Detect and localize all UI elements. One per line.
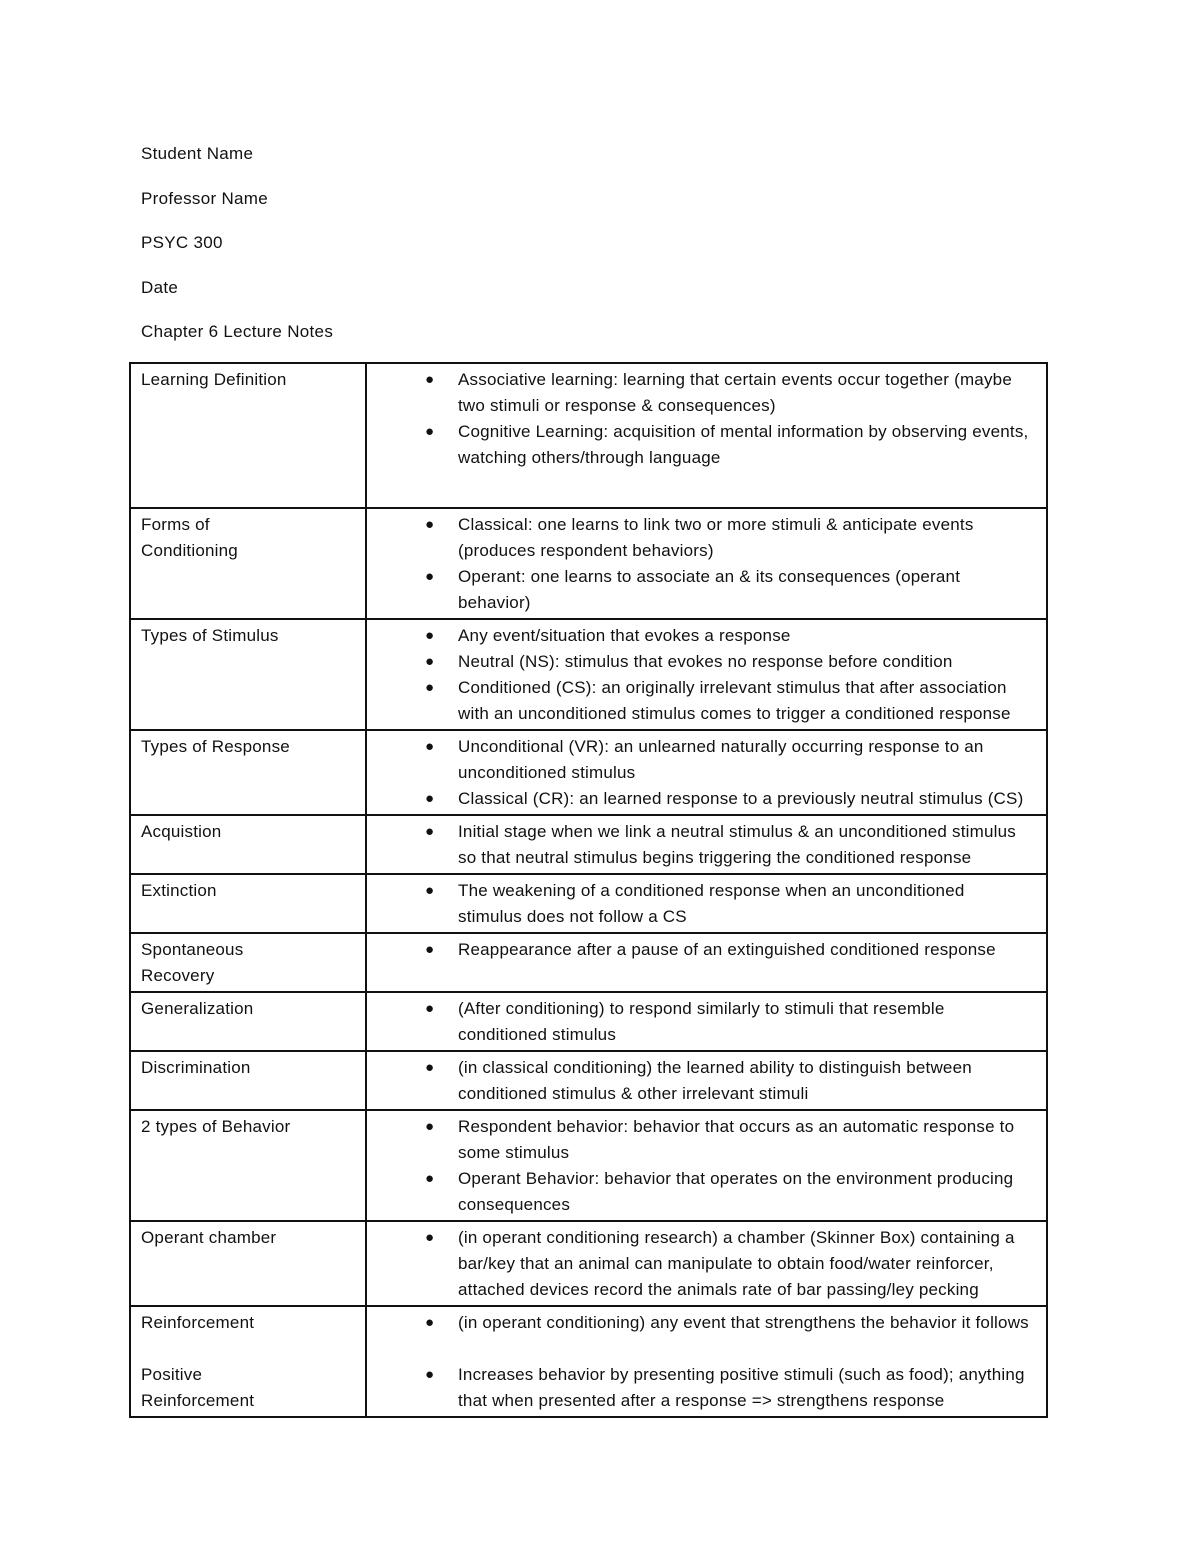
bullet-list [377, 734, 1038, 812]
table-row [130, 874, 1047, 933]
list-item: ● Respondent behavior: behavior that occurs as an automatic response to some stimulus [377, 1114, 1038, 1166]
student-name: Student Name [141, 144, 254, 163]
term-cell [130, 619, 366, 730]
bullet-list [377, 1310, 1038, 1336]
bullet-icon: ● [425, 1118, 435, 1135]
lecture-notes-table [129, 362, 1048, 1418]
bullet-list [377, 1362, 1038, 1414]
definition-cell [366, 874, 1047, 933]
bullet-icon: ● [425, 568, 435, 585]
list-item: ● Neutral (NS): stimulus that evokes no response before condition [377, 649, 1038, 675]
list-item: ● Cognitive Learning: acquisition of mental information by observing events, watching others/through language [377, 419, 1038, 471]
term-cell [130, 363, 366, 508]
list-item: ● Any event/situation that evokes a response [377, 623, 1038, 649]
bullet-list [377, 937, 1038, 963]
table-row [130, 1306, 1047, 1417]
bullet-icon: ● [425, 1059, 435, 1076]
list-item: ● Operant: one learns to associate an & its consequences (operant behavior) [377, 564, 1038, 616]
table-row [130, 933, 1047, 992]
bullet-list [377, 996, 1038, 1048]
term-label: Acquistion [141, 822, 222, 841]
list-item: ● Increases behavior by presenting positive stimuli (such as food); anything that when presented after a response => strengthens response [377, 1362, 1038, 1414]
bullet-icon: ● [425, 1229, 435, 1246]
definition-cell [366, 1110, 1047, 1221]
list-item: ● The weakening of a conditioned response when an unconditioned stimulus does not follow a CS [377, 878, 1038, 930]
bullet-icon: ● [425, 371, 435, 388]
bullet-list [377, 1225, 1038, 1303]
term-cell [130, 1110, 366, 1221]
definition-cell [366, 619, 1047, 730]
term-cell [130, 874, 366, 933]
table-row [130, 730, 1047, 815]
bullet-icon: ● [425, 790, 435, 807]
term-label: 2 types of Behavior [141, 1117, 291, 1136]
list-item: ● (in operant conditioning research) a chamber (Skinner Box) containing a bar/key that an animal can manipulate to obtain food/water reinforcer, attached devices record the animals rate of bar passing/ley pecking [377, 1225, 1038, 1303]
term-label: Operant chamber [141, 1228, 277, 1247]
bullet-icon: ● [425, 1366, 435, 1383]
bullet-icon: ● [425, 516, 435, 533]
bullet-list [377, 512, 1038, 616]
bullet-icon: ● [425, 423, 435, 440]
table-row [130, 1221, 1047, 1306]
definition-cell [366, 730, 1047, 815]
list-item: ● (After conditioning) to respond similarly to stimuli that resemble conditioned stimulus [377, 996, 1038, 1048]
term-label: Discrimination [141, 1058, 251, 1077]
bullet-list [377, 367, 1038, 471]
list-item: ● (in classical conditioning) the learned ability to distinguish between conditioned stimulus & other irrelevant stimuli [377, 1055, 1038, 1107]
table-row [130, 363, 1047, 508]
definition-cell [366, 992, 1047, 1051]
definition-cell [366, 1306, 1047, 1417]
spacer [377, 1336, 1038, 1362]
term-cell [130, 992, 366, 1051]
bullet-icon: ● [425, 882, 435, 899]
bullet-icon: ● [425, 1000, 435, 1017]
professor-name: Professor Name [141, 188, 269, 208]
document-header [141, 143, 841, 366]
table-row [130, 1110, 1047, 1221]
term-label: Spontaneous Recovery [141, 940, 244, 985]
spacer [141, 1336, 305, 1362]
list-item: ● (in operant conditioning) any event that strengthens the behavior it follows [377, 1310, 1038, 1336]
bullet-icon: ● [425, 653, 435, 670]
bullet-list [377, 623, 1038, 727]
term-label: Reinforcement [141, 1313, 255, 1332]
table-row [130, 619, 1047, 730]
list-item: ● Unconditional (VR): an unlearned naturally occurring response to an unconditioned stimulus [377, 734, 1038, 786]
term-label: Forms of Conditioning [141, 515, 238, 560]
list-item: ● Classical: one learns to link two or more stimuli & anticipate events (produces respondent behaviors) [377, 512, 1038, 564]
list-item: ● Reappearance after a pause of an extinguished conditioned response [377, 937, 1038, 963]
list-item: ● Operant Behavior: behavior that operates on the environment producing consequences [377, 1166, 1038, 1218]
term-cell [130, 815, 366, 874]
term-cell [130, 508, 366, 619]
table-row [130, 992, 1047, 1051]
term-label-positive-reinforcement: Positive Reinforcement [141, 1365, 255, 1410]
term-cell [130, 1221, 366, 1306]
list-item: ● Initial stage when we link a neutral stimulus & an unconditioned stimulus so that neutral stimulus begins triggering the conditioned response [377, 819, 1038, 871]
term-cell [130, 933, 366, 992]
bullet-list [377, 819, 1038, 871]
definition-cell [366, 363, 1047, 508]
bullet-icon: ● [425, 738, 435, 755]
definition-cell [366, 1051, 1047, 1110]
course-code: PSYC 300 [141, 233, 223, 252]
term-cell [130, 1051, 366, 1110]
bullet-icon: ● [425, 941, 435, 958]
definition-cell [366, 508, 1047, 619]
bullet-list [377, 1055, 1038, 1107]
list-item: ● Classical (CR): an learned response to a previously neutral stimulus (CS) [377, 786, 1038, 812]
term-label: Types of Stimulus [141, 626, 279, 645]
bullet-icon: ● [425, 1314, 435, 1331]
date: Date [141, 277, 179, 297]
bullet-icon: ● [425, 627, 435, 644]
bullet-icon: ● [425, 823, 435, 840]
table-row [130, 508, 1047, 619]
bullet-list [377, 1114, 1038, 1218]
definition-cell [366, 815, 1047, 874]
bullet-icon: ● [425, 679, 435, 696]
bullet-icon: ● [425, 1170, 435, 1187]
table-row [130, 815, 1047, 874]
term-label: Learning Definition [141, 370, 287, 389]
definition-cell [366, 933, 1047, 992]
term-cell [130, 1306, 366, 1417]
term-cell [130, 730, 366, 815]
term-label: Types of Response [141, 737, 290, 756]
bullet-list [377, 878, 1038, 930]
term-label: Extinction [141, 881, 217, 900]
list-item: ● Conditioned (CS): an originally irrelevant stimulus that after association with an unconditioned stimulus comes to trigger a conditioned response [377, 675, 1038, 727]
table-row [130, 1051, 1047, 1110]
list-item: ● Associative learning: learning that certain events occur together (maybe two stimuli or response & consequences) [377, 367, 1038, 419]
definition-cell [366, 1221, 1047, 1306]
term-label: Generalization [141, 999, 254, 1018]
document-title: Chapter 6 Lecture Notes [141, 322, 334, 341]
